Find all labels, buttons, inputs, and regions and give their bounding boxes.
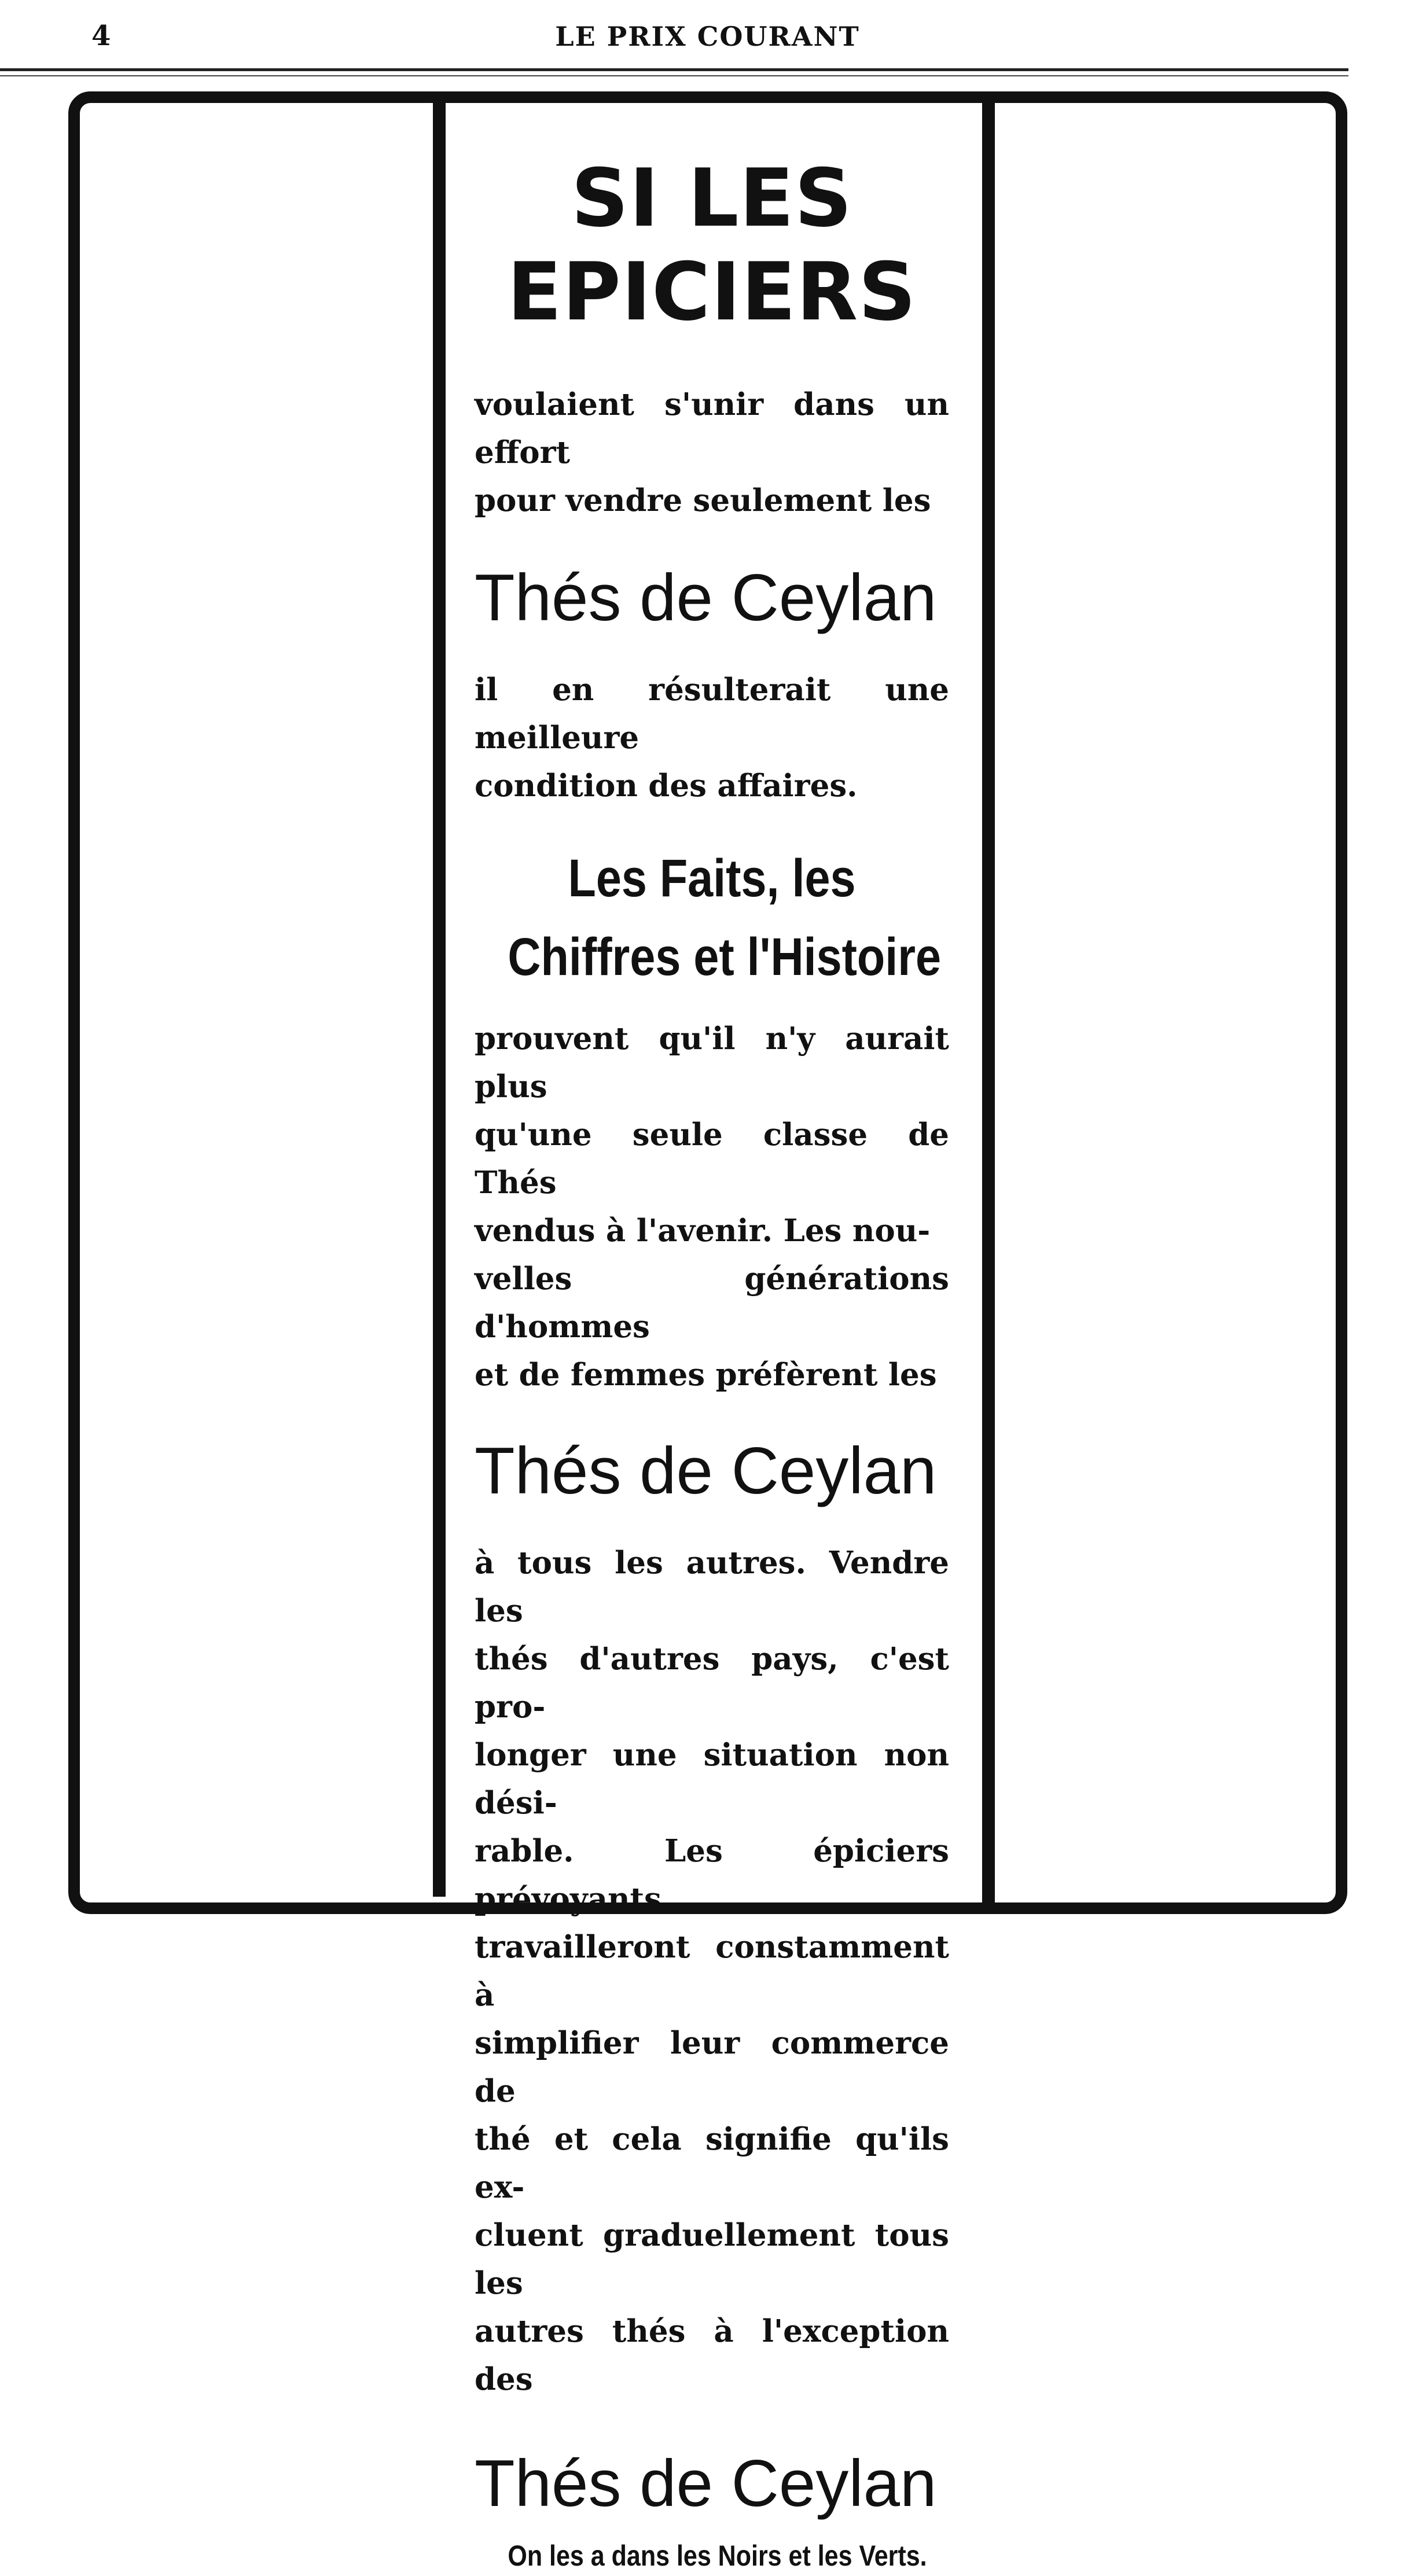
header-rule	[0, 68, 1348, 71]
paragraph-proof	[475, 1015, 949, 1399]
text-line: thés d'autres pays, c'est pro-	[475, 1641, 949, 1725]
text-line: cluent graduellement tous les	[475, 2217, 949, 2301]
brand-name-first: Thés de Ceylan	[475, 561, 937, 635]
text-line: et de femmes préfèrent les	[475, 1357, 937, 1393]
closing-line: On les a dans les Noirs et les Verts.	[508, 2540, 927, 2572]
text-line: autres thés à l'exception des	[475, 2313, 949, 2397]
running-head-title: LE PRIX COURANT	[555, 21, 860, 52]
text-line: vendus à l'avenir. Les nou-	[475, 1213, 931, 1249]
paragraph-advice	[475, 1539, 949, 2404]
ad-headline	[475, 152, 949, 339]
text-line: pour vendre seulement les	[475, 483, 931, 518]
subheading-line: Les Faits, les	[568, 849, 856, 908]
text-line: longer une situation non dési-	[475, 1737, 949, 1821]
text-line: thé et cela signifie qu'ils ex-	[475, 2121, 949, 2205]
header-rule-thin	[0, 75, 1348, 76]
text-line: velles générations d'hommes	[475, 1261, 949, 1345]
brand-name-second: Thés de Ceylan	[475, 1434, 937, 1508]
text-line: travailleront constamment à	[475, 1929, 949, 2013]
headline-line: EPICIERS	[507, 245, 917, 338]
text-line: simplifier leur commerce de	[475, 2025, 949, 2109]
text-line: à tous les autres. Vendre les	[475, 1545, 949, 1629]
text-line: rable. Les épiciers prévoyants	[475, 1833, 949, 1917]
column-rule-left	[433, 97, 446, 1897]
subheading	[475, 839, 949, 996]
text-line: qu'une seule classe de Thés	[475, 1117, 949, 1201]
text-line: voulaient s'unir dans un effort	[475, 387, 949, 470]
paragraph-result	[475, 666, 949, 810]
text-line: il en résulterait une meilleure	[475, 672, 949, 756]
text-line: condition des affaires.	[475, 768, 858, 804]
paragraph-intro	[475, 381, 949, 525]
page-number: 4	[91, 20, 111, 52]
column-rule-right	[982, 97, 995, 1908]
brand-name-third: Thés de Ceylan	[475, 2447, 937, 2520]
advertisement-column	[475, 139, 949, 2576]
subheading-line: Chiffres et l'Histoire	[508, 928, 942, 987]
text-line: prouvent qu'il n'y aurait plus	[475, 1021, 949, 1105]
headline-line: SI LES	[571, 152, 853, 245]
